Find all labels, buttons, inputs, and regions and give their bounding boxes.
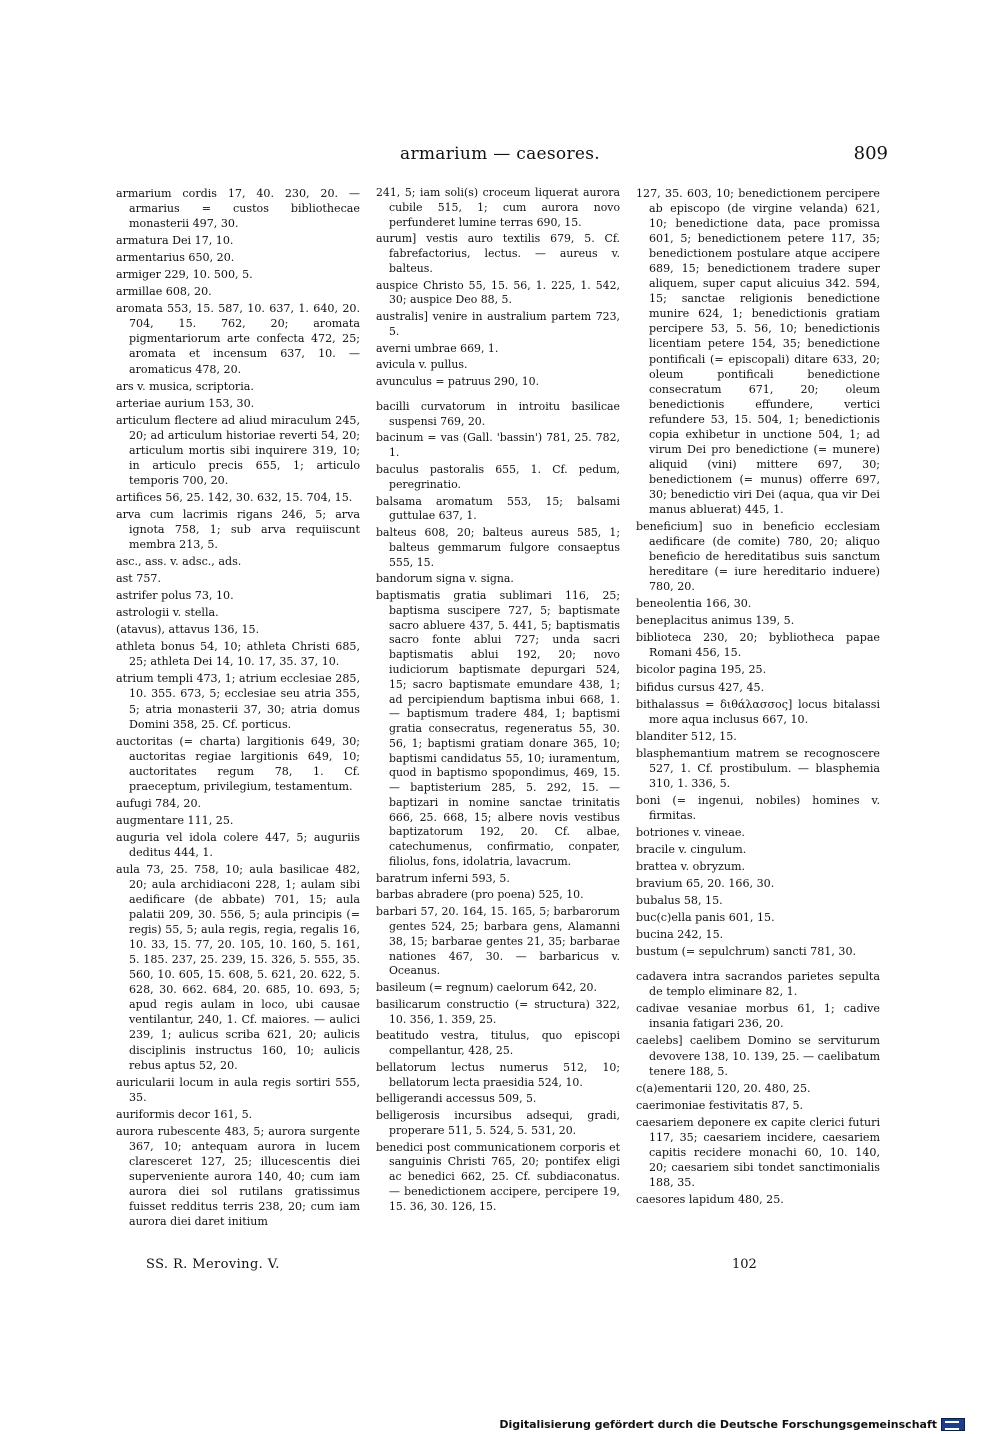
index-entry: 127, 35. 603, 10; benedictionem percipere ab episcopo (de virgine velanda) 621, 10; benedictione data, pace promissa 601, 5; benedictionem petere 117, 35; benedictionem postulare atque accipere 689, 15; benedictionem tradere super aliquem, super caput alicuius 342. 594, 15; sanctae religionis benedictione munire 624, 1; benedictionis gratiam percipere 53, 5. 56, 10; benedictionis licentiam petere 154, 35; benedictione pontificali (= episcopali) ditare 633, 20; oleum pontificali benedictione consecratum 671, 20; oleum benedictionis effundere, vertici refundere 53, 15. 504, 1; benedictionis copia exhibetur in unctione 504, 1; ad virum Dei pro benedictione (= munere) aliquid (vini) mittere 697, 30; benedictionem (= munus) offerre 697, 30; benedictio viri Dei (aqua, qua vir Dei manus abluerat) 445, 1. (636, 187, 880, 516)
index-entry: aula 73, 25. 758, 10; aula basilicae 482, 20; aula archidiaconi 228, 1; aulam sibi aedificare (de abbate) 701, 15; aula palatii 209, 30. 556, 5; aula principis (= regis) 55, 5; aula regis, regia, regalis 16, 10. 33, 15. 77, 20. 105, 10. 160, 5. 161, 5. 185. 237, 25. 239, 15. 326, 5. 555, 35. 560, 10. 605, 15. 608, 5. 621, 20. 622, 5. 628, 30. 662. 684, 20. 685, 10. 693, 5; apud regis aulam in loco, ubi causae ventilantur, 240, 1. Cf. maiores. — aulici 239, 1; aulicus scriba 621, 20; aulicis disciplinis instructus 160, 10; aulicis rebus aptus 52, 20. (116, 862, 360, 1072)
index-entry: caesores lapidum 480, 25. (636, 1192, 784, 1206)
volume-label: SS. R. Meroving. V. (146, 1257, 280, 1272)
index-entry: beatitudo vestra, titulus, quo episcopi compellantur, 428, 25. (376, 1029, 620, 1058)
index-entry: avicula v. pullus. (376, 358, 468, 372)
index-entry: 241, 5; iam soli(s) croceum liquerat aurora cubile 515, 1; cum aurora novo perfunderet lumine terras 690, 15. (376, 186, 620, 229)
index-entry: aufugi 784, 20. (116, 796, 202, 810)
index-entry: bucina 242, 15. (636, 928, 724, 942)
index-entry: atrium templi 473, 1; atrium ecclesiae 285, 10. 355. 673, 5; ecclesiae seu atria 355, 5; atria monasterii 37, 30; atria domus Domini 358, 25. Cf. porticus. (116, 672, 360, 731)
index-entry: caerimoniae festivitatis 87, 5. (636, 1098, 804, 1112)
index-entry: beneplacitus animus 139, 5. (636, 614, 795, 628)
index-entry: armatura Dei 17, 10. (116, 234, 234, 248)
index-entry: baratrum inferni 593, 5. (376, 871, 510, 885)
index-entry: aromata 553, 15. 587, 10. 637, 1. 640, 20. 704, 15. 762, 20; aromata pigmentariorum arte confecta 472, 25; aromata et incensum 637, 10. — aromaticus 478, 20. (116, 302, 360, 376)
index-entry: arva cum lacrimis rigans 246, 5; arva ignota 758, 1; sub arva requiiscunt membra 213, 5. (116, 507, 360, 552)
index-entry: caesariem deponere ex capite clerici futuri 117, 35; caesariem incidere, caesariem capitis recidere monachi 60, 10. 140, 20; caesariem sibi tondet sanctimonialis 188, 35. (636, 1115, 880, 1189)
index-entry: avunculus = patruus 290, 10. (376, 375, 540, 389)
page-number: 809 (853, 143, 888, 164)
index-entry: bubalus 58, 15. (636, 894, 723, 908)
dfg-logo-icon (941, 1418, 965, 1431)
index-entry: balsama aromatum 553, 15; balsami guttulae 637, 1. (376, 494, 620, 523)
index-entry: bustum (= sepulchrum) sancti 781, 30. (636, 945, 857, 959)
index-entry: botriones v. vineae. (636, 825, 745, 839)
index-column-2 (376, 186, 620, 1217)
index-entry: bandorum signa v. signa. (376, 572, 514, 586)
index-entry: australis] venire in australium partem 723, 5. (376, 310, 620, 338)
index-entry: arteriae aurium 153, 30. (116, 396, 255, 410)
index-entry: baculus pastoralis 655, 1. Cf. pedum, peregrinatio. (376, 463, 620, 491)
index-entry: artifices 56, 25. 142, 30. 632, 15. 704, 15. (116, 490, 353, 504)
index-entry: balteus 608, 20; balteus aureus 585, 1; balteus gemmarum fulgore consaeptus 555, 15. (376, 526, 620, 569)
sheet-signature: 102 (732, 1257, 757, 1272)
index-entry: blasphemantium matrem se recognoscere 527, 1. Cf. prostibulum. — blasphemia 310, 1. 336, 5. (636, 746, 880, 790)
funding-text: Digitalisierung gefördert durch die Deutsche Forschungsgemeinschaft (499, 1418, 937, 1431)
funding-notice (499, 1418, 965, 1431)
index-entry: aurum] vestis auro textilis 679, 5. Cf. fabrefactorius, lectus. — aureus v. balteus. (376, 232, 620, 275)
index-entry: auctoritas (= charta) largitionis 649, 30; auctoritas regiae largitionis 649, 10; auctoritates regum 78, 1. Cf. praeceptum, privilegium, testamentum. (116, 734, 360, 793)
index-column-1 (116, 186, 360, 1231)
index-entry: belligerosis incursibus adsequi, gradi, properare 511, 5. 524, 5. 531, 20. (376, 1109, 620, 1137)
index-entry: astrologii v. stella. (116, 606, 219, 620)
index-entry: ast 757. (116, 572, 161, 586)
index-entry: astrifer polus 73, 10. (116, 589, 234, 603)
index-entry: bellatorum lectus numerus 512, 10; bellatorum lecta praesidia 524, 10. (376, 1060, 620, 1089)
index-entry: bithalassus = διθάλασσος] locus bitalassi more aqua inclusus 667, 10. (636, 697, 880, 726)
index-entry: averni umbrae 669, 1. (376, 341, 499, 355)
index-entry: basileum (= regnum) caelorum 642, 20. (376, 981, 597, 995)
index-entry: bicolor pagina 195, 25. (636, 663, 767, 677)
index-entry: beneolentia 166, 30. (636, 597, 752, 611)
index-entry: auspice Christo 55, 15. 56, 1. 225, 1. 542, 30; auspice Deo 88, 5. (376, 278, 620, 307)
index-entry: bracile v. cingulum. (636, 842, 747, 856)
index-entry: auriformis decor 161, 5. (116, 1107, 253, 1121)
index-entry: caelebs] caelibem Domino se serviturum devovere 138, 10. 139, 25. — caelibatum tenere 188, 5. (636, 1034, 880, 1078)
index-entry: bifidus cursus 427, 45. (636, 680, 765, 694)
index-entry: articulum flectere ad aliud miraculum 245, 20; ad articulum historiae reverti 54, 20; articulum mortis sibi inquirere 319, 10; in articulo precis 655, 1; articulo temporis 700, 20. (116, 413, 360, 487)
index-entry: basilicarum constructio (= structura) 322, 10. 356, 1. 359, 25. (376, 997, 620, 1026)
index-entry: cadavera intra sacrandos parietes sepulta de templo eliminare 82, 1. (636, 970, 880, 999)
index-entry: bacinum = vas (Gall. 'bassin') 781, 25. 782, 1. (376, 431, 620, 460)
index-entry: augmentare 111, 25. (116, 813, 234, 827)
index-entry: asc., ass. v. adsc., ads. (116, 555, 242, 569)
index-entry: buc(c)ella panis 601, 15. (636, 911, 775, 925)
index-entry: aurora rubescente 483, 5; aurora surgente 367, 10; antequam aurora in lucem claresceret 127, 25; illucescentis diei superveniente aurora 140, 40; cum iam aurora diei sol rutilans gratissimus fuisset redditus terris 238, 20; cum iam aurora diei daret initium (116, 1124, 360, 1229)
index-entry: barbari 57, 20. 164, 15. 165, 5; barbarorum gentes 524, 25; barbara gens, Alamanni 38, 15; barbarae gentes 21, 35; barbarae nationes 467, 30. — barbaricus v. Oceanus. (376, 905, 620, 978)
index-entry: benedici post communicationem corporis et sanguinis Christi 765, 20; pontifex eligi ac benedici 662, 25. Cf. subdiaconatus. — benedictionem accipere, percipere 19, 15. 36, 30. 126, 15. (376, 1140, 620, 1213)
index-entry: bacilli curvatorum in introitu basilicae suspensi 769, 20. (376, 399, 620, 428)
index-entry: biblioteca 230, 20; bybliotheca papae Romani 456, 15. (636, 631, 880, 660)
index-entry: auricularii locum in aula regis sortiri 555, 35. (116, 1075, 360, 1104)
index-entry: brattea v. obryzum. (636, 860, 746, 874)
index-entry: armentarius 650, 20. (116, 251, 235, 265)
index-column-3 (636, 186, 880, 1209)
index-entry: armarium cordis 17, 40. 230, 20. — armarius = custos bibliothecae monasterii 497, 30. (116, 187, 360, 231)
index-entry: blanditer 512, 15. (636, 729, 737, 743)
index-entry: boni (= ingenui, nobiles) homines v. firmitas. (636, 793, 880, 822)
index-entry: belligerandi accessus 509, 5. (376, 1092, 537, 1106)
index-entry: (atavus), attavus 136, 15. (116, 623, 260, 637)
index-entry: c(a)ementarii 120, 20. 480, 25. (636, 1081, 811, 1095)
running-title: armarium — caesores. (400, 144, 600, 164)
index-entry: baptismatis gratia sublimari 116, 25; baptisma suscipere 727, 5; baptismate sacro abluere 437, 5. 441, 5; baptismatis sacro fonte ablui 727; unda sacri baptismatis ablui 192, 20; novo iudiciorum baptismate depurgari 524, 15; sacro baptismate emundare 438, 1; ad percipiendum baptisma inbui 668, 1. — baptismum tradere 484, 1; baptismi gratia consecratus, regeneratus 55, 30. 56, 1; baptismi gratiam donare 365, 10; baptismi candidatus 55, 10; iuramentum, quod in baptismo spopondimus, 469, 15. — baptisterium 285, 5. 292, 15. — baptizari in nomine sanctae trinitatis 666, 25. 668, 15; albere novis vestibus baptizatorum 192, 20. Cf. albae, catechumenus, confirmatio, conpater, filiolus, fons, idolatria, lavacrum. (376, 589, 620, 868)
index-entry: armillae 608, 20. (116, 285, 212, 299)
index-entry: barbas abradere (pro poena) 525, 10. (376, 888, 584, 902)
index-entry: bravium 65, 20. 166, 30. (636, 877, 775, 891)
index-entry: auguria vel idola colere 447, 5; auguriis deditus 444, 1. (116, 830, 360, 859)
index-entry: armiger 229, 10. 500, 5. (116, 268, 253, 282)
index-entry: ars v. musica, scriptoria. (116, 379, 254, 393)
index-entry: athleta bonus 54, 10; athleta Christi 685, 25; athleta Dei 14, 10. 17, 35. 37, 10. (116, 640, 360, 669)
index-entry: cadivae vesaniae morbus 61, 1; cadive insania fatigari 236, 20. (636, 1002, 880, 1031)
index-entry: beneficium] suo in beneficio ecclesiam aedificare (de comite) 780, 20; aliquo beneficio de hereditatibus suis sanctum hereditare (= iure hereditario induere) 780, 20. (636, 520, 880, 594)
